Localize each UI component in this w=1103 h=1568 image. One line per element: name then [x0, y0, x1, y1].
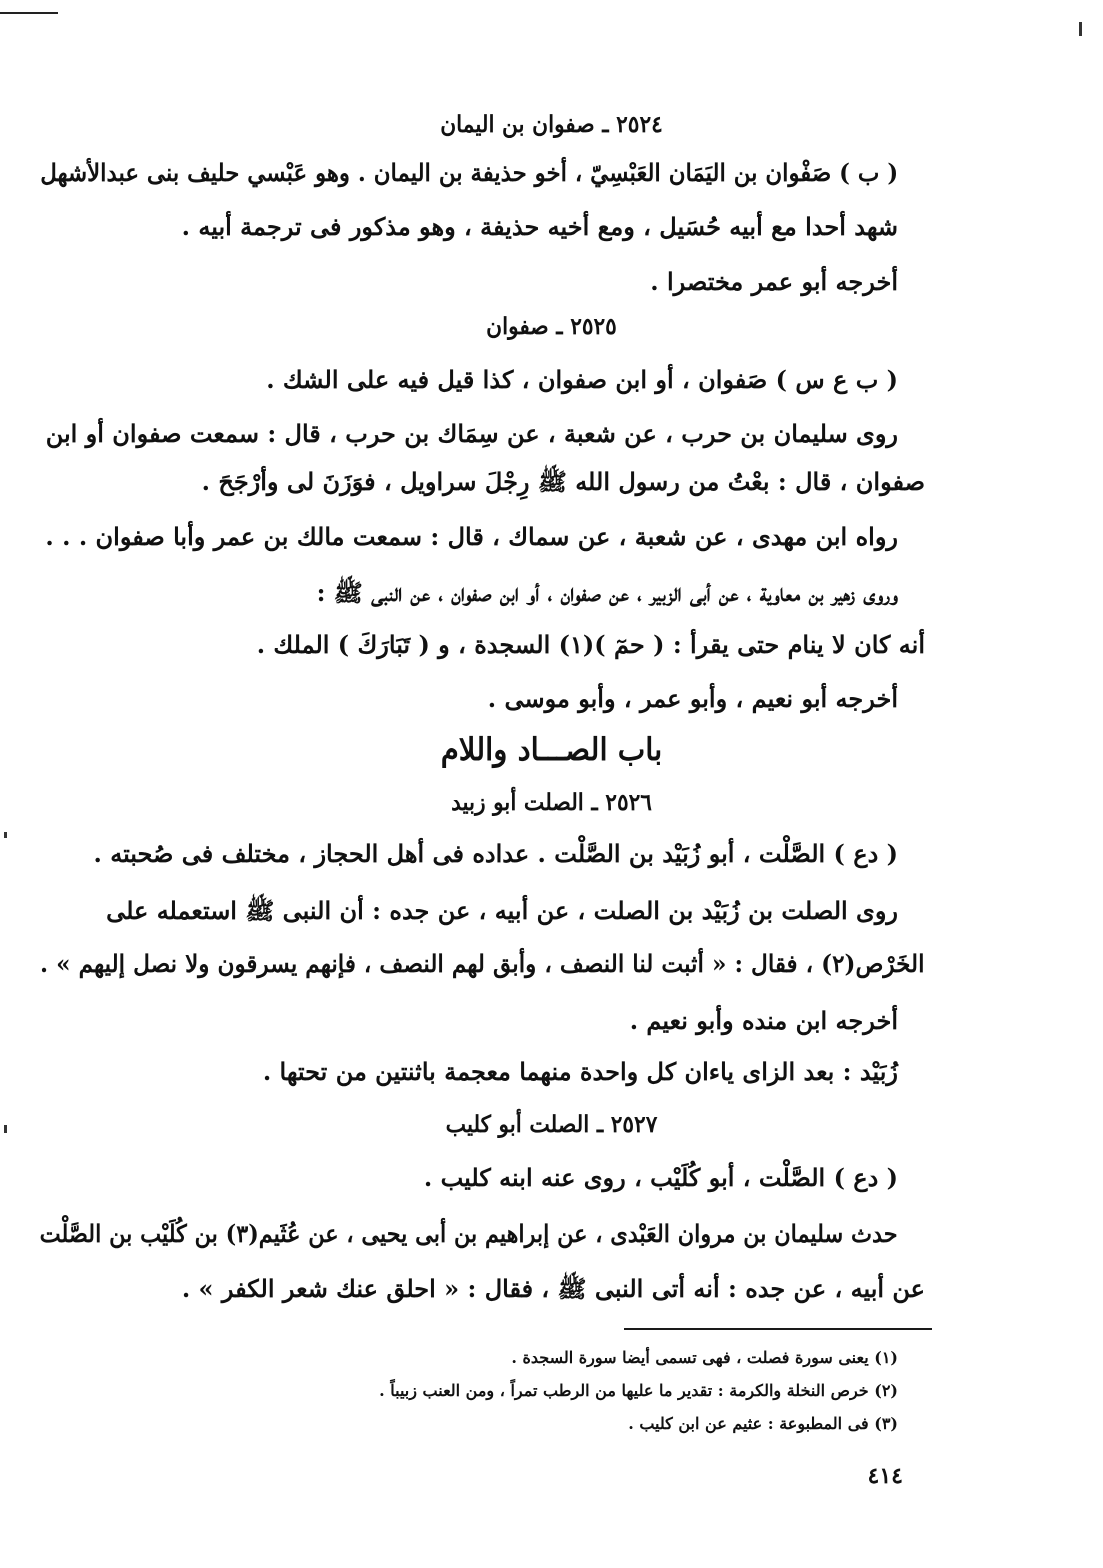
entry-2526-line-2: روى الصلت بن زُبَيْد بن الصلت ، عن أبيه ، عن جده : أن النبى ﷺ استعمله على — [106, 896, 898, 925]
entry-2524-line-1: ( ب ) صَفْوان بن اليَمَان العَبْسِيّ ، أخو حذيفة بن اليمان . وهو عَبْسي حليف بنى عبدالأشهل — [40, 158, 898, 187]
footnote-3: (٣) فى المطبوعة : عثيم عن ابن كليب . — [628, 1414, 898, 1433]
chapter-title: باب الصـــاد واللام — [440, 732, 663, 768]
entry-2524-line-3: أخرجه أبو عمر مختصرا . — [650, 267, 898, 296]
page-number: ٤١٤ — [867, 1463, 903, 1489]
entry-2524-line-2: شهد أحدا مع أبيه حُسَيل ، ومع أخيه حذيفة ، وهو مذكور فى ترجمة أبيه . — [181, 212, 898, 241]
edge-mark-left-lower — [4, 1125, 7, 1133]
footnote-2: (٢) خرص النخلة والكرمة : تقدير ما عليها من الرطب تمراً ، ومن العنب زبيباً . — [379, 1381, 898, 1400]
entry-2527-line-2: حدث سليمان بن مروان العَبْدى ، عن إبراهيم بن أبى يحيى ، عن عُثَيم(٣) بن كُلَيْب بن الصَّلْت — [39, 1219, 899, 1248]
entry-2526-line-3: الخَرْص(٢) ، فقال : « أثبت لنا النصف ، وأبق لهم النصف ، فإنهم يسرقون ولا نصل إليهم » . — [40, 949, 925, 978]
footnote-1: (١) يعنى سورة فصلت ، فهى تسمى أيضا سورة السجدة . — [511, 1348, 898, 1367]
entry-2525-line-2: روى سليمان بن حرب ، عن شعبة ، عن سِمَاك بن حرب ، قال : سمعت صفوان أو ابن — [45, 419, 898, 448]
entry-2525-line-4: رواه ابن مهدى ، عن شعبة ، عن سماك ، قال : سمعت مالك بن عمر وأبا صفوان . . . — [45, 522, 898, 551]
entry-2525-line-5: وروى زهير بن معاوية ، عن أبى الزبير ، عن صفوان ، أو ابن صفوان ، عن النبى ﷺ : — [316, 578, 898, 607]
top-left-rule — [0, 12, 58, 14]
entry-2526-line-1: ( دع ) الصَّلْت ، أبو زُبَيْد بن الصَّلْت . عداده فى أهل الحجاز ، مختلف فى صُحبته . — [93, 839, 898, 868]
entry-2526-line-4: أخرجه ابن منده وأبو نعيم . — [629, 1006, 898, 1035]
entry-heading-2524: ٢٥٢٤ ـ صفوان بن اليمان — [440, 111, 663, 138]
entry-2526-line-5: زُبَيْد : بعد الزاى ياءان كل واحدة منهما معجمة باثنتين من تحتها . — [262, 1057, 898, 1086]
entry-2525-line-3: صفوان ، قال : بعْتُ من رسول الله ﷺ رِجْلَ سراويل ، فوَزَنَ لى وأرْجَحَ . — [201, 467, 925, 496]
edge-mark-left — [4, 832, 7, 838]
entry-heading-2527: ٢٥٢٧ ـ الصلت أبو كليب — [445, 1111, 658, 1138]
entry-2525-line-1: ( ب ع س ) صَفوان ، أو ابن صفوان ، كذا قيل فيه على الشك . — [266, 365, 898, 394]
edge-mark-top-right — [1079, 22, 1082, 36]
entry-heading-2525: ٢٥٢٥ ـ صفوان — [486, 313, 617, 340]
footnote-separator — [624, 1328, 932, 1330]
entry-2527-line-1: ( دع ) الصَّلْت ، أبو كُلَيْب ، روى عنه ابنه كليب . — [423, 1163, 898, 1192]
entry-heading-2526: ٢٥٢٦ ـ الصلت أبو زبيد — [451, 789, 652, 816]
entry-2525-line-7: أخرجه أبو نعيم ، وأبو عمر ، وأبو موسى . — [487, 684, 898, 713]
entry-2525-line-6: أنه كان لا ينام حتى يقرأ : ( حمٓ )(١) السجدة ، و ( تَبَارَكَ ) الملك . — [256, 630, 925, 659]
entry-2527-line-3: عن أبيه ، عن جده : أنه أتى النبى ﷺ ، فقال : « احلق عنك شعر الكفر » . — [181, 1274, 925, 1303]
